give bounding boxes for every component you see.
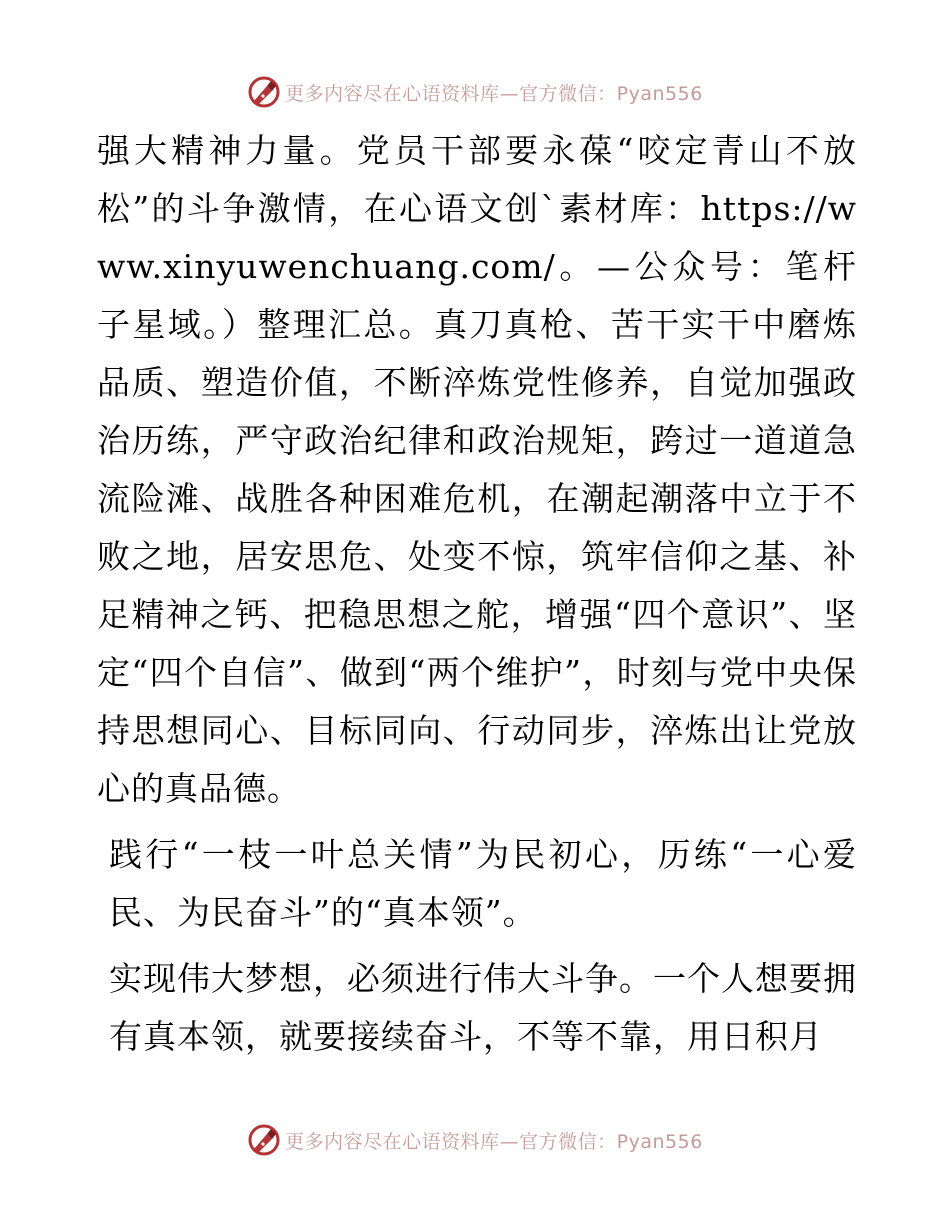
footer-banner-text: 更多内容尽在心语资料库—官方微信：Pyan556 (285, 1130, 703, 1153)
paragraph-2: 践行“一枝一叶总关情”为民初心，历练“一心爱民、为民奋斗”的“真本领”。 (109, 835, 857, 932)
document-body (97, 122, 857, 1066)
paragraph-3: 实现伟大梦想，必须进行伟大斗争。一个人想要拥有真本领，就要接续奋斗，不等不靠，用日积月 (109, 959, 857, 1056)
paragraph-1: 强大精神力量。党员干部要永葆“咬定青山不放松”的斗争激情，在心语文创`素材库：https://www.xinyuwenchuang.com/。—公众号：笔杆子星域。）整理汇总。真刀真枪、苦干实干中磨炼品质、塑造价值，不断淬炼党性修养，自觉加强政治历练，严守政治纪律和政治规矩，跨过一道道急流险滩、战胜各种困难危机，在潮起潮落中立于不败之地，居安思危、处变不惊，筑牢信仰之基、补足精神之钙、把稳思想之舵，增强“四个意识”、坚定“四个自信”、做到“两个维护”，时刻与党中央保持思想同心、目标同向、行动同步，淬炼出让党放心的真品德。 (97, 131, 857, 808)
footer-banner (0, 1120, 950, 1160)
pen-nib-logo-icon (247, 75, 281, 109)
header-banner-text: 更多内容尽在心语资料库—官方微信：Pyan556 (285, 82, 703, 105)
header-banner (0, 72, 950, 112)
pen-nib-logo-icon (247, 1123, 281, 1157)
